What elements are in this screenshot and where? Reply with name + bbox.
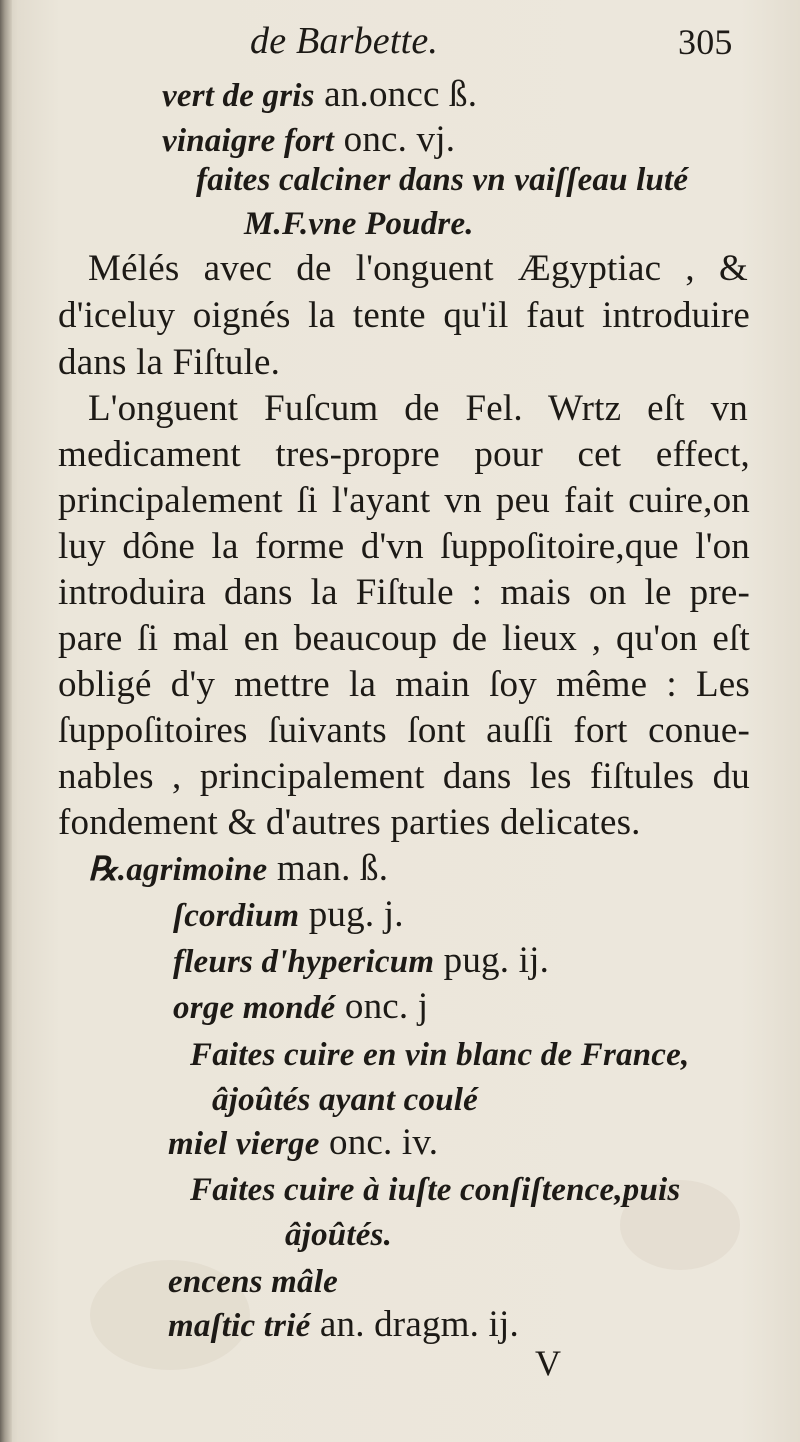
text-line: introduira dans la Fiſtule : mais on le pre- bbox=[58, 572, 750, 613]
text-line: obligé d'y mettre la main ſoy même : Les bbox=[58, 664, 750, 705]
text-line: ſuppoſitoires ſuivants ſont auſſi fort conue- bbox=[58, 710, 750, 751]
text-line: dans la Fiſtule. bbox=[58, 342, 281, 383]
text-line: Mélés avec de l'onguent Ægyptiac , & bbox=[88, 248, 748, 289]
page-number: 305 bbox=[678, 22, 733, 62]
recipe-line: vinaigre fort onc. vj. bbox=[162, 119, 456, 160]
text-line: nables , principalement dans les fiſtules du bbox=[58, 756, 750, 797]
recipe-line: miel vierge onc. iv. bbox=[168, 1122, 439, 1163]
text-line: principalement ſi l'ayant vn peu fait cuire,on bbox=[58, 480, 750, 521]
running-title: de Barbette. bbox=[250, 20, 439, 62]
recipe-line: orge mondé onc. j bbox=[173, 986, 429, 1027]
text-line: pare ſi mal en beaucoup de lieux , qu'on eſt bbox=[58, 618, 750, 659]
signature-mark: V bbox=[535, 1343, 562, 1383]
recipe-line: Faites cuire en vin blanc de France, bbox=[190, 1037, 690, 1073]
text-line: medicament tres-propre pour cet effect, bbox=[58, 434, 750, 475]
text-line: d'iceluy oignés la tente qu'il faut introduire bbox=[58, 295, 750, 336]
recipe-line: maſtic trié an. dragm. ij. bbox=[168, 1304, 519, 1345]
recipe-line: ſcordium pug. j. bbox=[173, 894, 404, 935]
text-line: fondement & d'autres parties delicates. bbox=[58, 802, 641, 843]
recipe-line: vert de gris an.oncc ß. bbox=[162, 74, 478, 115]
text-line: luy dône la forme d'vn ſuppoſitoire,que l'on bbox=[58, 526, 750, 567]
page-gutter-shadow bbox=[0, 0, 12, 1442]
recipe-line: âjoûtés. bbox=[285, 1217, 393, 1253]
recipe-line: M.F.vne Poudre. bbox=[244, 206, 474, 242]
recipe-line: ℞.agrimoine man. ß. bbox=[88, 848, 389, 889]
recipe-line: faites calciner dans vn vaiſſeau luté bbox=[196, 162, 689, 198]
recipe-line: âjoûtés ayant coulé bbox=[212, 1082, 478, 1118]
recipe-line: encens mâle bbox=[168, 1264, 338, 1300]
recipe-line: Faites cuire à iuſte conſiſtence,puis bbox=[190, 1172, 681, 1208]
recipe-line: fleurs d'hypericum pug. ij. bbox=[173, 940, 550, 981]
text-line: L'onguent Fuſcum de Fel. Wrtz eſt vn bbox=[88, 388, 748, 429]
